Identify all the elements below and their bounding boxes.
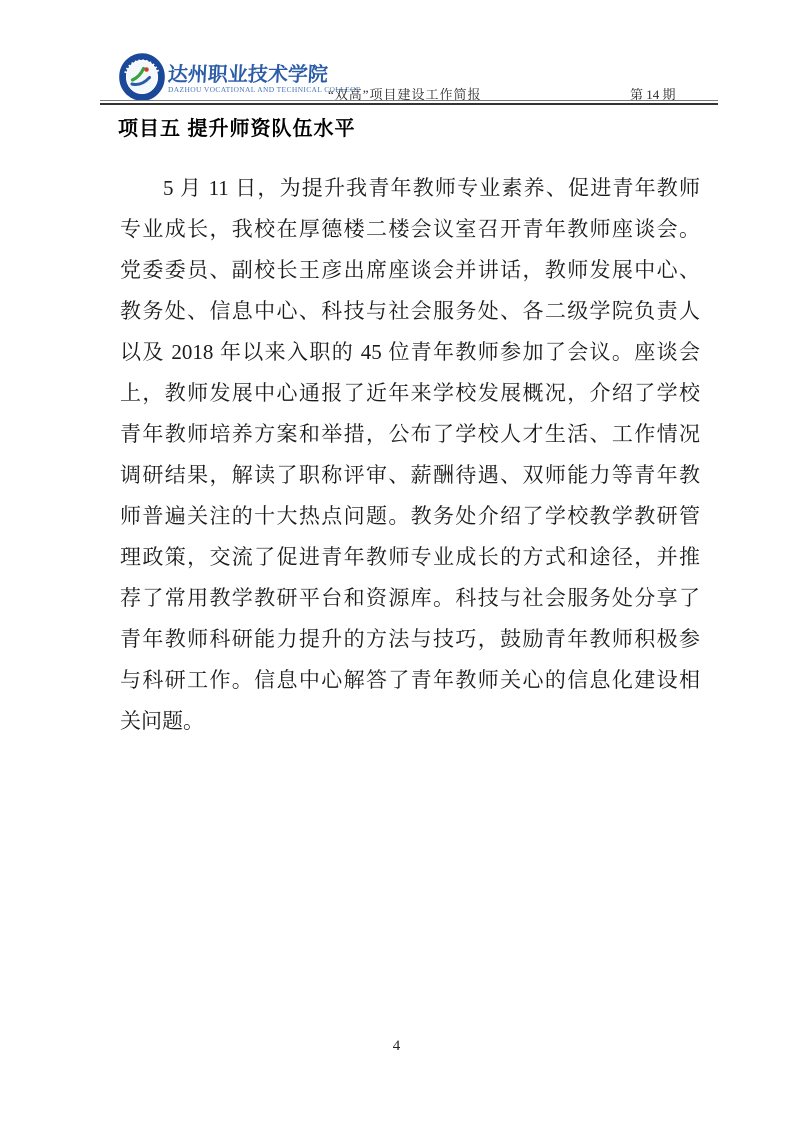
paragraph-line: 上，教师发展中心通报了近年来学校发展概况，介绍了学校 [120, 381, 700, 405]
paragraph-line: 调研结果，解读了职称评审、薪酬待遇、双师能力等青年教 [120, 463, 700, 487]
paragraph-line: 荐了常用教学教研平台和资源库。科技与社会服务处分享了 [120, 586, 700, 610]
paragraph-line: 以及 2018 年以来入职的 45 位青年教师参加了会议。座谈会 [120, 340, 700, 364]
paragraph-line: 青年教师科研能力提升的方法与技巧，鼓励青年教师积极参 [120, 627, 700, 651]
paragraph-line: 党委委员、副校长王彦出席座谈会并讲话，教师发展中心、 [120, 258, 700, 282]
paragraph-line: 与科研工作。信息中心解答了青年教师关心的信息化建设相 [120, 668, 700, 692]
paragraph-line: 理政策，交流了促进青年教师专业成长的方式和途径，并推 [120, 545, 700, 569]
paragraph-line: 关问题。 [120, 709, 204, 733]
article-paragraph [120, 168, 700, 742]
college-name-zh: 达州职业技术学院 [167, 64, 329, 86]
paragraph-line: 5 月 11 日，为提升我青年教师专业素养、促进青年教师 [163, 176, 700, 200]
paragraph-line: 教务处、信息中心、科技与社会服务处、各二级学院负责人 [120, 299, 700, 323]
page-number: 4 [392, 1038, 401, 1054]
issue-number: 第 14 期 [630, 87, 676, 102]
bulletin-title: “双高”项目建设工作简报 [328, 87, 482, 102]
college-logo-icon [119, 53, 165, 101]
paragraph-line: 师普遍关注的十大热点问题。教务处介绍了学校教学教研管 [120, 504, 700, 528]
article-title: 项目五 提升师资队伍水平 [118, 118, 356, 140]
paragraph-line: 青年教师培养方案和举措，公布了学校人才生活、工作情况 [120, 422, 700, 446]
header-divider [100, 100, 718, 105]
college-name-en: DAZHOU VOCATIONAL AND TECHNICAL COLLEGE [168, 85, 361, 94]
paragraph-line: 专业成长，我校在厚德楼二楼会议室召开青年教师座谈会。 [120, 217, 700, 241]
